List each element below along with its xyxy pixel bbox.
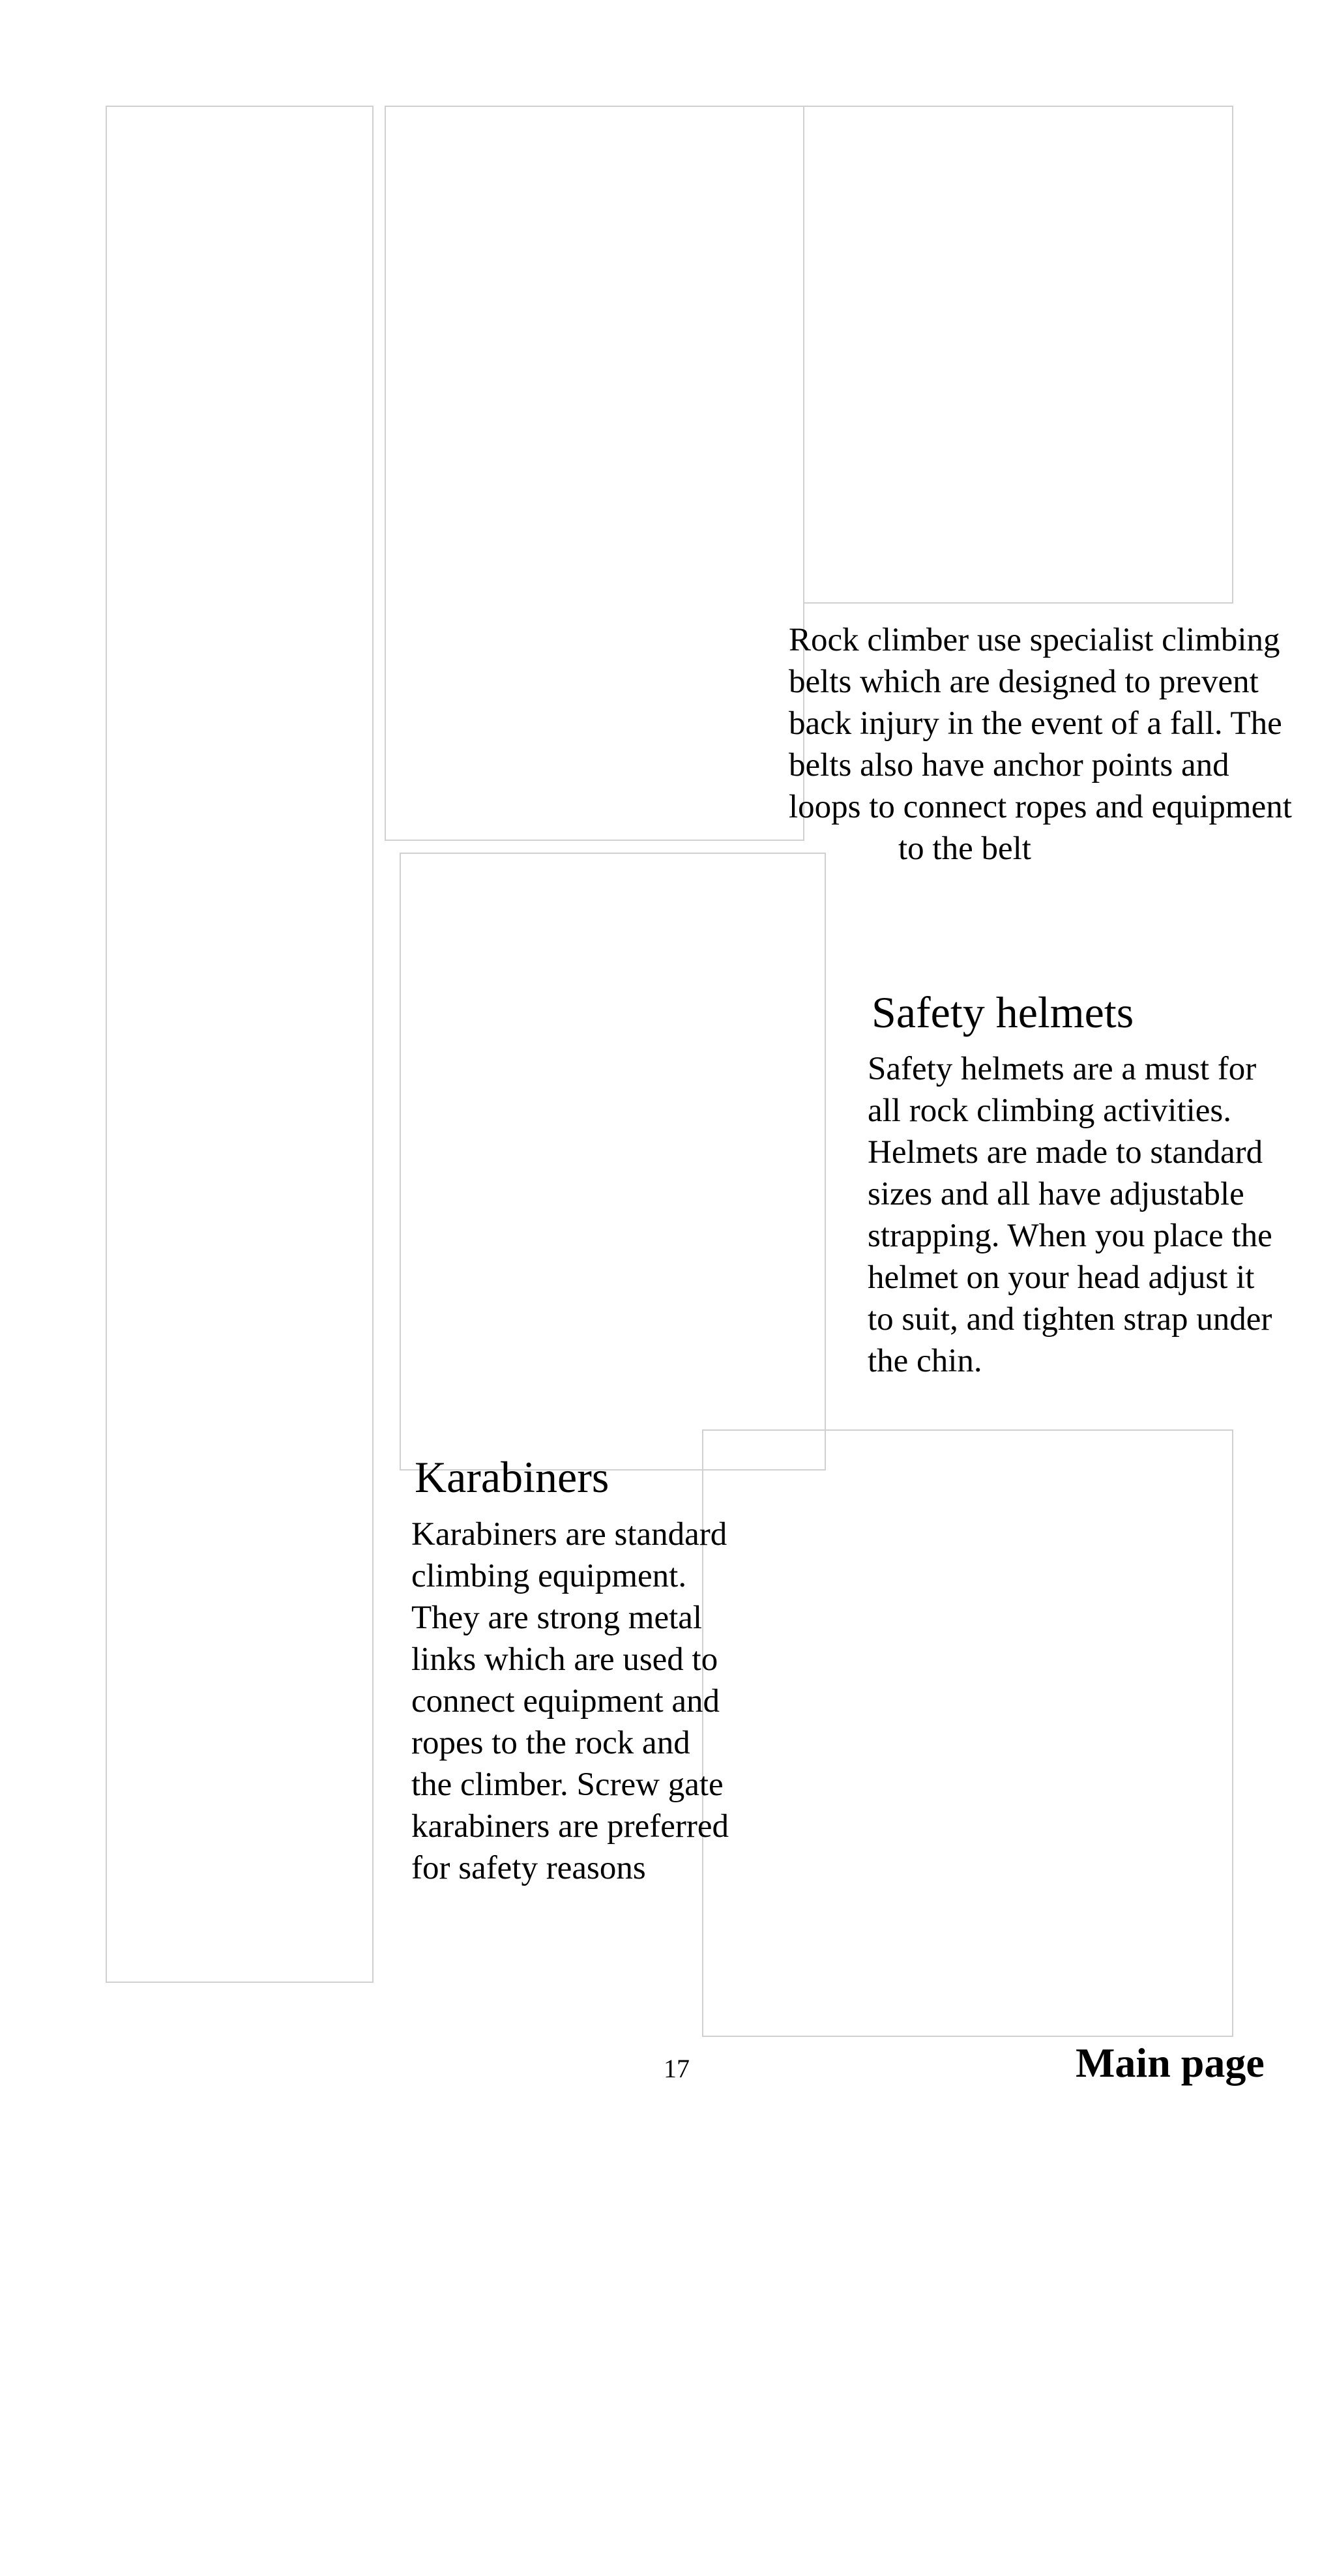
image-frame-right-top <box>803 106 1233 604</box>
image-frame-left-tall <box>106 106 374 1983</box>
karabiners-description: Karabiners are standard climbing equipment. They are strong metal links which are used to connect equipment and ropes to the rock and the climber. Screw gate karabiners are preferred for safety reasons <box>411 1516 729 1886</box>
image-frame-center-top <box>385 106 804 841</box>
belts-text: Rock climber use specialist climbing belts which are designed to prevent back injury in the event of a fall. The belts also have anchor points and loops to connect ropes and equipment <box>789 622 1292 825</box>
belts-text-last-line: to the belt <box>898 830 1031 867</box>
helmets-heading: Safety helmets <box>872 988 1134 1037</box>
image-frame-center-middle <box>400 853 826 1471</box>
page-number: 17 <box>664 2054 690 2083</box>
belts-description <box>789 619 1297 870</box>
karabiners-heading: Karabiners <box>415 1452 609 1502</box>
main-page-link[interactable]: Main page <box>1076 2040 1265 2086</box>
helmets-description: Safety helmets are a must for all rock climbing activities. Helmets are made to standard sizes and all have adjustable strapping. When you place the helmet on your head adjust it to suit, and tighten strap under the chin. <box>868 1051 1272 1379</box>
image-frame-right-bottom <box>702 1429 1233 2037</box>
